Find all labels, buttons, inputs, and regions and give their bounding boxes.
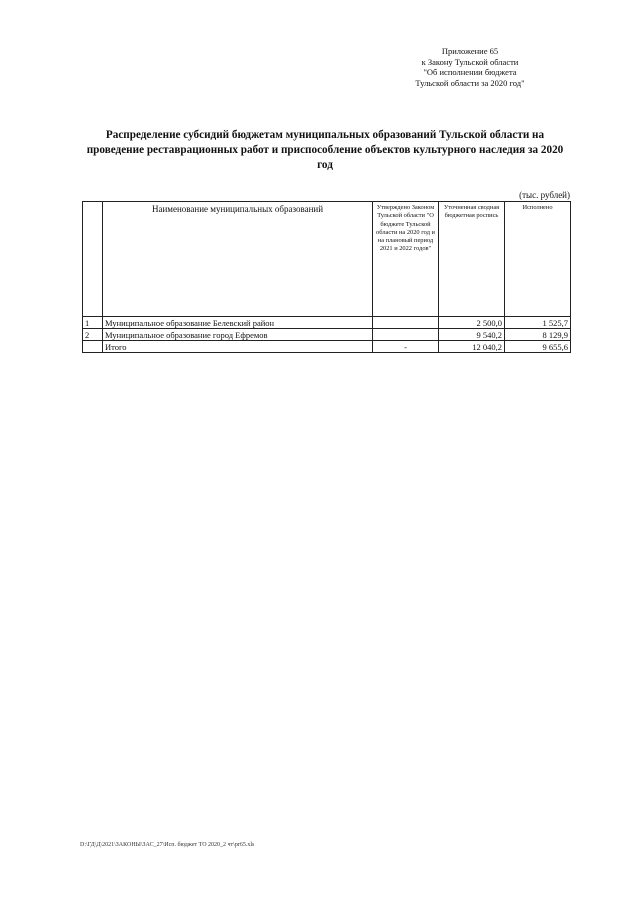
total-number xyxy=(83,341,103,353)
file-path-footer: D:\ГД\Д\2021\ЗАКОНЫ\ЗАС_27\Исп. бюджет ТО 2020_2 чт\pr65.xls xyxy=(80,842,255,848)
total-refined: 12 040,2 xyxy=(439,341,505,353)
row-name: Муниципальное образование город Ефремов xyxy=(103,329,373,341)
table-row xyxy=(83,329,571,341)
row-executed: 1 525,7 xyxy=(505,317,571,329)
row-number: 2 xyxy=(83,329,103,341)
row-refined: 9 540,2 xyxy=(439,329,505,341)
header-number xyxy=(83,202,103,317)
header-executed: Исполнено xyxy=(505,202,571,317)
row-name: Муниципальное образование Белевский район xyxy=(103,317,373,329)
header-name: Наименование муниципальных образований xyxy=(103,202,373,317)
appendix-line-3: "Об исполнении бюджета xyxy=(423,67,517,77)
appendix-line-1: Приложение 65 xyxy=(441,46,499,56)
appendix-line-2: к Закону Тульской области xyxy=(421,56,519,67)
row-refined: 2 500,0 xyxy=(439,317,505,329)
header-approved: Утверждено Законом Тульской области "О бюджете Тульской области на 2020 год и на плановый период 2021 и 2022 годов" xyxy=(373,202,439,317)
appendix-line-4: Тульской области за 2020 год" xyxy=(415,77,525,88)
document-title: Распределение субсидий бюджетам муниципальных образований Тульской области на проведение реставрационных работ и приспособление объектов культурного наследия за 2020 год xyxy=(86,129,564,171)
table-total-row xyxy=(83,341,571,353)
table-header-row xyxy=(83,202,571,317)
table-row xyxy=(83,317,571,329)
header-refined: Уточненная сводная бюджетная роспись xyxy=(439,202,505,317)
total-approved: - xyxy=(373,341,439,353)
row-number: 1 xyxy=(83,317,103,329)
row-executed: 8 129,9 xyxy=(505,329,571,341)
appendix-block xyxy=(388,46,552,88)
total-executed: 9 655,6 xyxy=(505,341,571,353)
row-approved xyxy=(373,317,439,329)
row-approved xyxy=(373,329,439,341)
subsidies-table xyxy=(82,201,571,353)
units-label: (тыс. рублей) xyxy=(519,190,570,200)
total-name: Итого xyxy=(103,341,373,353)
